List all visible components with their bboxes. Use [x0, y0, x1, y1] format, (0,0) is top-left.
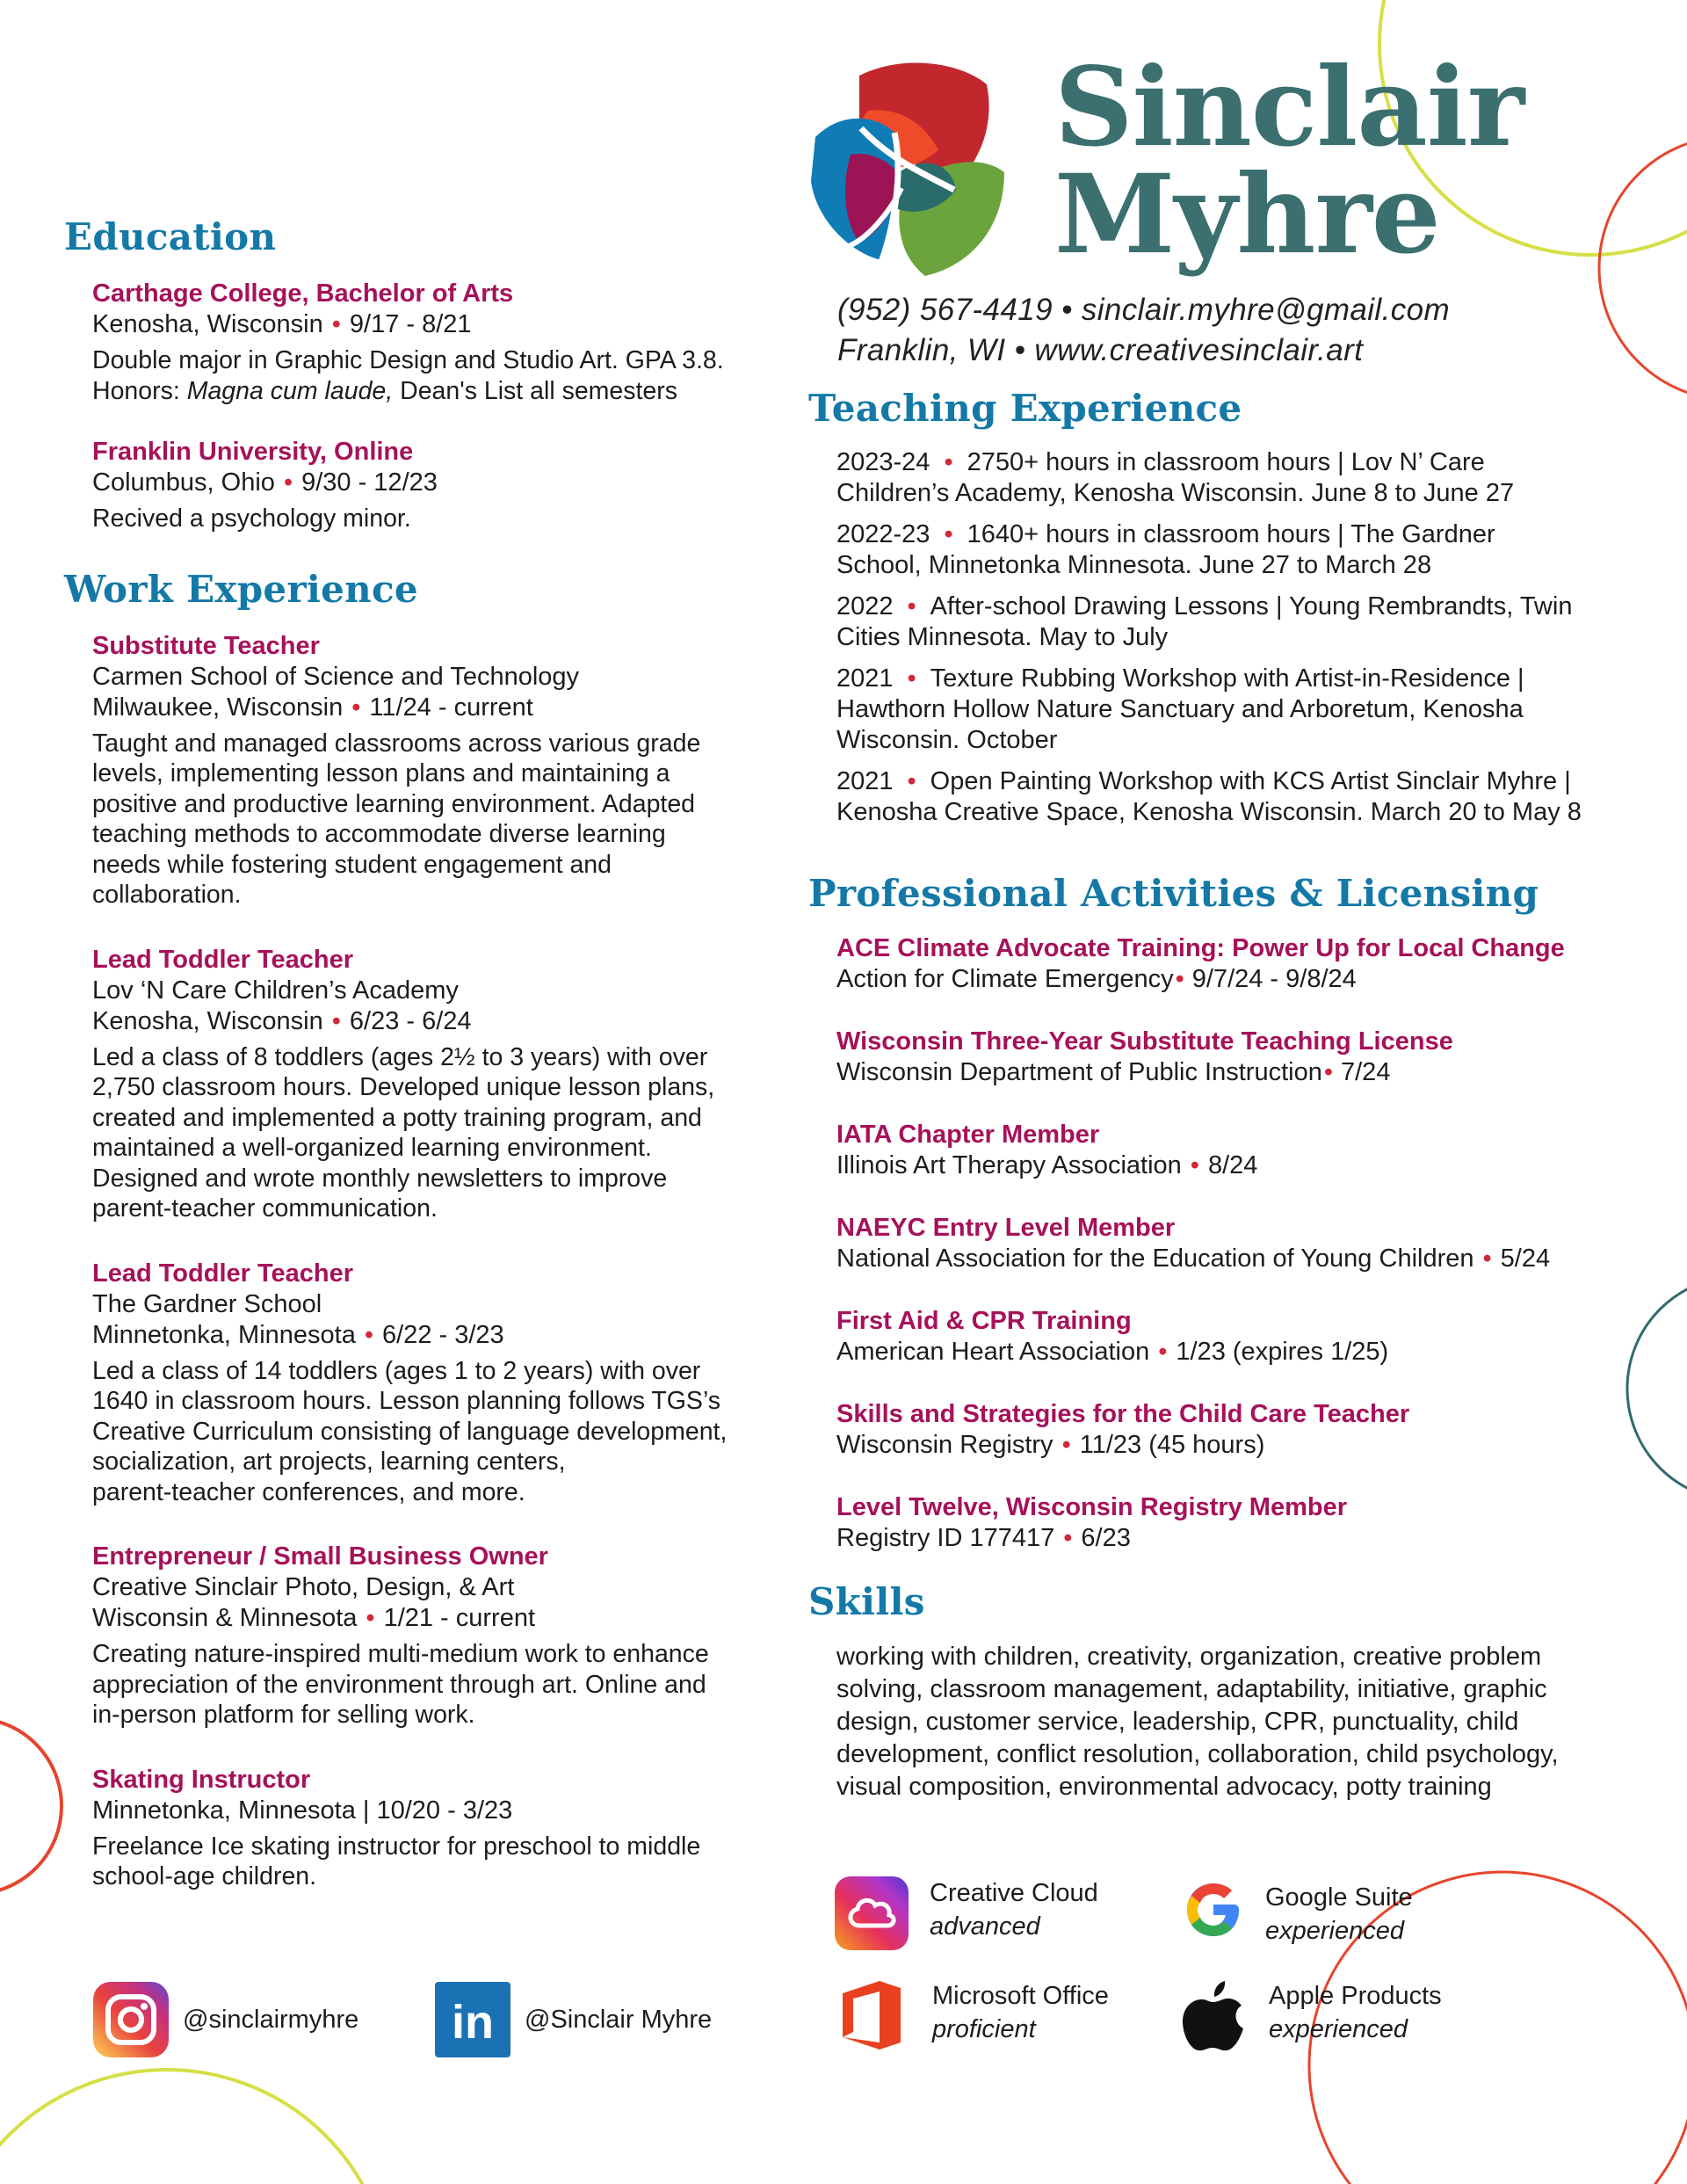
teaching-text: After-school Drawing Lessons | Young Rembrandts, Twin	[930, 592, 1573, 620]
tool-google-suite	[1184, 1881, 1413, 1948]
bullet-dot: •	[1323, 1058, 1333, 1086]
job-role: Lead Toddler Teacher	[92, 945, 354, 974]
bullet-dot: •	[331, 1006, 341, 1035]
trefoil-logo-icon	[807, 58, 1009, 279]
bullet-dot: •	[907, 767, 916, 795]
skills-line: visual composition, environmental advocacy, potty training	[836, 1773, 1492, 1801]
tool-level: experienced	[1265, 1917, 1404, 1945]
right-column	[808, 387, 1625, 1814]
teaching-experience-heading: Teaching Experience	[808, 387, 1242, 430]
bullet-dot: •	[1482, 1244, 1492, 1273]
desc-line	[92, 376, 767, 407]
bullet-dot: •	[366, 1604, 375, 1632]
job-location-dates	[92, 693, 767, 723]
tool-name: Google Suite	[1265, 1883, 1413, 1912]
job-location-dates	[92, 1603, 767, 1634]
teaching-item	[808, 591, 1625, 653]
bullet-dot: •	[1190, 1151, 1199, 1179]
school-location-dates	[92, 309, 767, 340]
desc-line: Led a class of 14 toddlers (ages 1 to 2 years) with over	[92, 1356, 701, 1385]
teaching-item	[808, 447, 1625, 509]
linkedin-icon	[435, 1982, 510, 2057]
bullet-dot: •	[331, 310, 341, 338]
desc-line: 1640 in classroom hours. Lesson planning follows TGS’s	[92, 1387, 721, 1415]
location: Minnetonka, Minnesota	[92, 1320, 356, 1349]
tool-level: advanced	[930, 1912, 1040, 1941]
job-location-dates	[92, 1320, 767, 1351]
bullet-dot: •	[907, 592, 916, 620]
activity-name: Skills and Strategies for the Child Care Teacher	[836, 1400, 1410, 1428]
bullet-dot: •	[907, 664, 916, 693]
job-entry	[64, 944, 767, 1224]
contact-info	[837, 290, 1450, 371]
tool-name: Microsoft Office	[932, 1982, 1109, 2010]
microsoft-office-icon	[839, 1979, 904, 2051]
job-org: Carmen School of Science and Technology	[92, 662, 580, 691]
contact-phone-email: (952) 567-4419 • sinclair.myhre@gmail.com	[837, 293, 1451, 327]
teaching-text: Texture Rubbing Workshop with Artist-in-Residence |	[930, 664, 1524, 693]
teaching-year: 2022	[836, 592, 894, 620]
first-name: Sinclair	[1054, 44, 1524, 171]
activity-name: Level Twelve, Wisconsin Registry Member	[836, 1493, 1348, 1521]
activity-name: First Aid & CPR Training	[836, 1307, 1132, 1335]
teaching-year: 2021	[836, 664, 894, 693]
tool-level: experienced	[1269, 2015, 1408, 2043]
bullet-dot: •	[351, 693, 361, 722]
job-location-dates	[92, 1006, 767, 1037]
skills-line: working with children, creativity, organization, creative problem	[836, 1643, 1542, 1671]
activity-org: Wisconsin Registry	[836, 1431, 1053, 1459]
activity-org: Registry ID 177417	[836, 1524, 1055, 1552]
activity-org: American Heart Association	[836, 1338, 1150, 1366]
activity-name: IATA Chapter Member	[836, 1121, 1100, 1149]
desc-line: Freelance Ice skating instructor for preschool to middle	[92, 1832, 701, 1861]
left-column	[64, 215, 767, 1892]
job-role: Substitute Teacher	[92, 631, 320, 660]
desc-line: 2,750 classroom hours. Developed unique lesson plans,	[92, 1073, 715, 1101]
teaching-text: Hawthorn Hollow Nature Sanctuary and Arboretum, Kenosha	[836, 695, 1524, 723]
activity-detail: 7/24	[1341, 1058, 1391, 1086]
professional-item	[808, 1119, 1625, 1181]
teaching-text: Wisconsin. October	[836, 726, 1058, 754]
google-icon	[1184, 1881, 1242, 1939]
school-location-dates	[92, 468, 767, 498]
job-entry	[64, 1541, 767, 1731]
dates: 6/22 - 3/23	[382, 1320, 504, 1349]
job-org: The Gardner School	[92, 1289, 322, 1318]
desc-line: Taught and managed classrooms across various grade	[92, 729, 701, 758]
desc-line: levels, implementing lesson plans and maintaining a	[92, 759, 670, 787]
activity-org: Wisconsin Department of Public Instruction	[836, 1058, 1322, 1086]
tool-apple-products	[1181, 1979, 1442, 2057]
desc-line: in-person platform for selling work.	[92, 1701, 475, 1729]
job-description	[92, 1356, 767, 1508]
education-heading: Education	[64, 215, 277, 258]
bullet-dot: •	[944, 448, 953, 476]
professional-item	[808, 1398, 1625, 1461]
school-name: Franklin University, Online	[92, 438, 414, 466]
bullet-dot: •	[283, 468, 293, 497]
job-description	[92, 1832, 767, 1892]
job-description	[92, 1042, 767, 1224]
skills-line: design, customer service, leadership, CPR, punctuality, child	[836, 1708, 1519, 1736]
activity-detail: 9/7/24 - 9/8/24	[1191, 965, 1357, 993]
instagram-icon	[93, 1982, 169, 2057]
teaching-text: School, Minnetonka Minnesota. June 27 to March 28	[836, 551, 1432, 579]
teaching-text: Kenosha Creative Space, Kenosha Wisconsin. March 20 to May 8	[836, 798, 1582, 826]
skills-line: development, conflict resolution, collaboration, child psychology,	[836, 1740, 1559, 1768]
job-role: Skating Instructor	[92, 1765, 311, 1794]
desc-line: parent-teacher communication.	[92, 1194, 438, 1223]
teaching-text: Cities Minnesota. May to July	[836, 623, 1169, 651]
activity-detail: 11/23 (45 hours)	[1079, 1431, 1265, 1459]
activity-name: ACE Climate Advocate Training: Power Up for Local Change	[836, 934, 1565, 962]
dates: 1/21 - current	[383, 1604, 536, 1632]
activity-detail: 1/23 (expires 1/25)	[1176, 1338, 1389, 1366]
desc-line: collaboration.	[92, 881, 242, 909]
bullet-dot: •	[1158, 1338, 1168, 1366]
bullet-dot: •	[944, 520, 953, 548]
tool-creative-cloud	[835, 1876, 1098, 1950]
location: Kenosha, Wisconsin	[92, 310, 323, 338]
location: Wisconsin & Minnesota	[92, 1604, 358, 1632]
skills-list	[808, 1641, 1625, 1803]
honors-latin: Magna cum laude,	[186, 376, 394, 405]
desc-line: school-age children.	[92, 1862, 317, 1890]
job-entry	[64, 1258, 767, 1508]
job-entry	[64, 630, 767, 911]
teaching-year: 2022-23	[836, 520, 930, 548]
apple-icon	[1181, 1979, 1246, 2057]
last-name: Myhre	[1054, 151, 1440, 279]
professional-item	[808, 1491, 1625, 1554]
teaching-item	[808, 519, 1625, 581]
name-heading	[1054, 44, 1524, 279]
linkedin-glyph: in	[452, 1996, 494, 2049]
professional-activities-heading: Professional Activities & Licensing	[808, 872, 1539, 915]
linkedin-link[interactable]	[435, 1982, 712, 2057]
bullet-dot: •	[1175, 965, 1184, 993]
teaching-text: Open Painting Workshop with KCS Artist Sinclair Myhre |	[930, 767, 1571, 795]
activity-detail: 6/23	[1081, 1524, 1131, 1552]
teaching-item	[808, 766, 1625, 828]
teaching-list	[808, 447, 1625, 828]
teaching-year: 2021	[836, 767, 894, 795]
skills-heading: Skills	[808, 1580, 925, 1623]
bullet-dot: •	[1063, 1524, 1073, 1552]
job-description	[92, 1639, 767, 1731]
instagram-link[interactable]	[93, 1982, 358, 2057]
professional-item	[808, 1305, 1625, 1368]
desc-line: appreciation of the environment through art. Online and	[92, 1670, 706, 1699]
desc-line: parent-teacher conferences, and more.	[92, 1477, 525, 1506]
activity-name: NAEYC Entry Level Member	[836, 1214, 1176, 1242]
teaching-item	[808, 664, 1625, 756]
education-entry	[64, 436, 767, 534]
dates: 9/17 - 8/21	[349, 310, 472, 338]
dates: 11/24 - current	[369, 693, 533, 722]
location: Kenosha, Wisconsin	[92, 1006, 323, 1035]
desc-line: needs while fostering student engagement and	[92, 850, 612, 879]
instagram-handle: @sinclairmyhre	[183, 2005, 359, 2034]
tool-name: Creative Cloud	[930, 1879, 1098, 1907]
education-entry	[64, 278, 767, 406]
activity-org: Action for Climate Emergency	[836, 965, 1174, 993]
job-org: Lov ‘N Care Children’s Academy	[92, 976, 459, 1005]
school-description	[92, 345, 767, 406]
tool-name: Apple Products	[1269, 1982, 1442, 2010]
desc-line: Led a class of 8 toddlers (ages 2½ to 3 years) with over	[92, 1042, 708, 1071]
tool-level: proficient	[932, 2015, 1036, 2043]
location: Columbus, Ohio	[92, 468, 275, 497]
location: Milwaukee, Wisconsin	[92, 693, 344, 722]
linkedin-handle: @Sinclair Myhre	[525, 2005, 713, 2034]
professional-item	[808, 1026, 1625, 1088]
dates: 9/30 - 12/23	[301, 468, 438, 497]
desc-line: Double major in Graphic Design and Studio Art. GPA 3.8.	[92, 346, 724, 374]
school-name: Carthage College, Bachelor of Arts	[92, 279, 514, 308]
job-org: Creative Sinclair Photo, Design, & Art	[92, 1573, 515, 1601]
activity-org: National Association for the Education of Young Children	[836, 1244, 1474, 1273]
creative-cloud-icon	[835, 1876, 909, 1950]
work-experience-heading: Work Experience	[64, 567, 418, 611]
job-role: Lead Toddler Teacher	[92, 1259, 354, 1288]
honors-rest: Dean's List all semesters	[393, 376, 678, 405]
bullet-dot: •	[364, 1320, 373, 1349]
desc-line: socialization, art projects, learning centers,	[92, 1448, 566, 1476]
bullet-dot: •	[1061, 1431, 1071, 1459]
desc-line: Creating nature-inspired multi-medium work to enhance	[92, 1640, 709, 1668]
skills-line: solving, classroom management, adaptability, initiative, graphic	[836, 1675, 1547, 1703]
desc-line: maintained a well-organized learning environment.	[92, 1134, 652, 1162]
honors-label: Honors:	[92, 376, 187, 405]
professional-item	[808, 1212, 1625, 1274]
job-location-dates: Minnetonka, Minnesota | 10/20 - 3/23	[92, 1796, 513, 1825]
professional-list	[808, 932, 1625, 1554]
teaching-text: 2750+ hours in classroom hours | Lov N’ Care	[967, 448, 1485, 476]
teaching-text: Children’s Academy, Kenosha Wisconsin. June 8 to June 27	[836, 479, 1515, 507]
job-role: Entrepreneur / Small Business Owner	[92, 1542, 548, 1571]
tool-microsoft-office	[839, 1979, 1109, 2051]
desc-line: created and implemented a potty training program, and	[92, 1103, 702, 1132]
teaching-year: 2023-24	[836, 448, 930, 476]
desc-line: Creative Curriculum consisting of language development,	[92, 1417, 728, 1446]
activity-detail: 5/24	[1500, 1244, 1551, 1273]
activity-detail: 8/24	[1207, 1151, 1258, 1179]
dates: 6/23 - 6/24	[349, 1006, 472, 1035]
activity-org: Illinois Art Therapy Association	[836, 1151, 1182, 1179]
job-entry	[64, 1764, 767, 1892]
professional-item	[808, 932, 1625, 995]
activity-name: Wisconsin Three-Year Substitute Teaching License	[836, 1027, 1453, 1056]
school-description: Recived a psychology minor.	[92, 504, 411, 533]
contact-location-website: Franklin, WI • www.creativesinclair.art	[837, 333, 1364, 367]
job-description	[92, 729, 767, 911]
desc-line: teaching methods to accommodate diverse learning	[92, 820, 666, 848]
teaching-text: 1640+ hours in classroom hours | The Gardner	[967, 520, 1495, 548]
desc-line: positive and productive learning environment. Adapted	[92, 789, 696, 818]
desc-line: Designed and wrote monthly newsletters to improve	[92, 1164, 668, 1193]
